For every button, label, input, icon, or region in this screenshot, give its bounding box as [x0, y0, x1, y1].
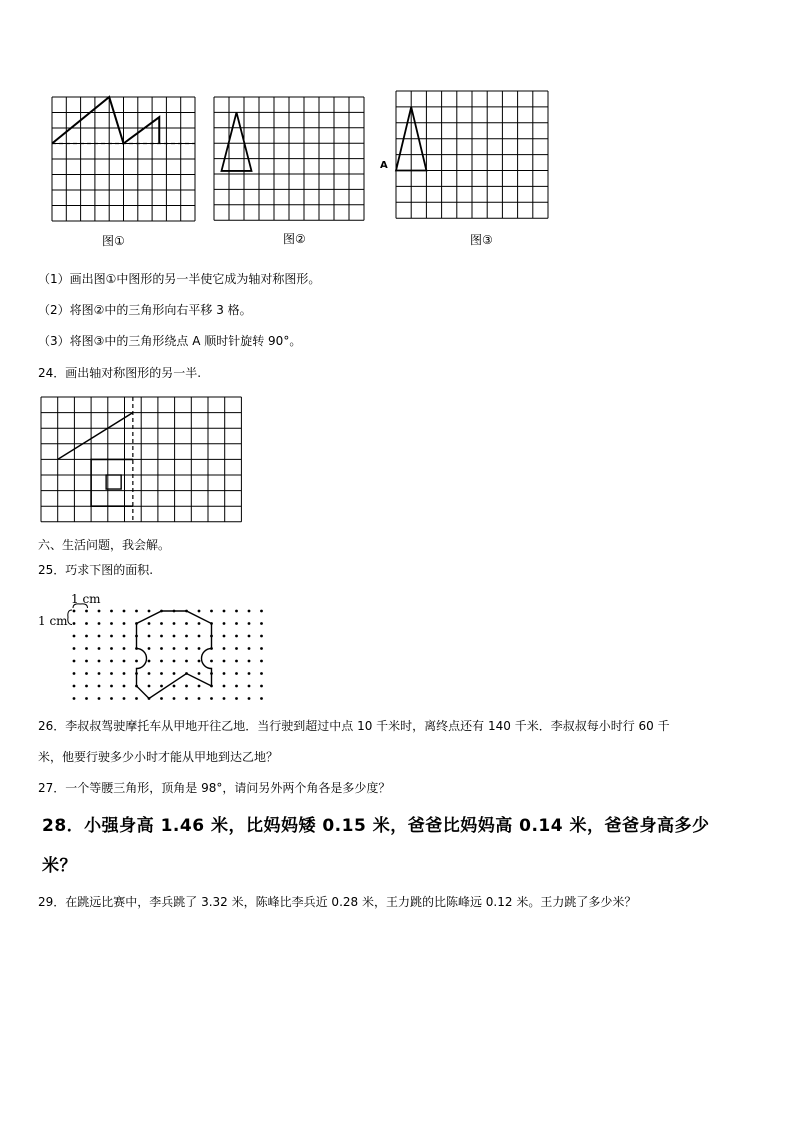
dot: [223, 635, 226, 638]
dot: [260, 672, 263, 675]
dot: [98, 622, 101, 625]
dot: [160, 697, 163, 700]
fig2-triangle: [222, 112, 252, 171]
figure-2-grid: [214, 97, 366, 221]
dot: [198, 685, 201, 688]
figure-2-caption: 图②: [283, 232, 306, 246]
dot: [98, 660, 101, 663]
dot: [110, 610, 113, 613]
dot: [173, 697, 176, 700]
dot: [260, 610, 263, 613]
figure-3-caption: 图③: [470, 233, 493, 247]
dot: [160, 647, 163, 650]
dot: [235, 672, 238, 675]
dot: [173, 647, 176, 650]
dot: [223, 610, 226, 613]
dot: [73, 660, 76, 663]
dot: [123, 697, 126, 700]
dot: [198, 660, 201, 663]
dot: [123, 647, 126, 650]
dot: [73, 672, 76, 675]
figure-1-grid: [52, 97, 197, 222]
dot: [223, 697, 226, 700]
dot: [148, 685, 151, 688]
unit-brace-left: [68, 610, 72, 625]
dot: [85, 697, 88, 700]
dot: [173, 660, 176, 663]
figure-1-caption: 图①: [102, 234, 125, 248]
dot: [235, 610, 238, 613]
dot: [210, 610, 213, 613]
dot: [148, 610, 151, 613]
dot: [98, 697, 101, 700]
dot: [248, 610, 251, 613]
dot: [135, 610, 138, 613]
dot: [260, 635, 263, 638]
dot: [110, 660, 113, 663]
dot: [123, 622, 126, 625]
q23-sub1: （1）画出图①中图形的另一半使它成为轴对称图形。: [38, 272, 321, 286]
dot: [85, 685, 88, 688]
dot: [98, 685, 101, 688]
dot: [160, 622, 163, 625]
dot: [260, 685, 263, 688]
dot: [248, 635, 251, 638]
dot: [173, 622, 176, 625]
dot: [198, 672, 201, 675]
dot: [123, 685, 126, 688]
dot: [85, 635, 88, 638]
dot: [210, 697, 213, 700]
dot: [73, 622, 76, 625]
q25-text: 25．巧求下图的面积.: [38, 563, 154, 577]
q28-line1: 28．小强身高 1.46 米，比妈妈矮 0.15 米，爸爸比妈妈高 0.14 米，爸爸身高多少: [42, 816, 710, 836]
dot: [173, 635, 176, 638]
dot: [173, 685, 176, 688]
dot: [223, 647, 226, 650]
dot: [73, 610, 76, 613]
dot: [185, 622, 188, 625]
dot: [173, 672, 176, 675]
dot: [98, 647, 101, 650]
dot: [185, 635, 188, 638]
q25-unit-top: 1 cm: [71, 592, 101, 606]
dot: [198, 635, 201, 638]
dot: [110, 635, 113, 638]
dot: [210, 660, 213, 663]
point-a-label: A: [380, 160, 388, 171]
dot: [223, 622, 226, 625]
dot: [160, 672, 163, 675]
dot: [248, 622, 251, 625]
fig1-half-shape: [52, 97, 159, 144]
dot: [110, 672, 113, 675]
q29-text: 29．在跳远比赛中，李兵跳了 3.32 米，陈峰比李兵近 0.28 米，王力跳的比陈峰远 0.12 米。王力跳了多少米？: [38, 895, 637, 909]
dot: [198, 697, 201, 700]
q25-unit-left: 1 cm: [38, 614, 68, 628]
dot: [110, 647, 113, 650]
dot: [223, 660, 226, 663]
q24-roof-line: [58, 413, 133, 460]
dot: [235, 647, 238, 650]
dot: [148, 635, 151, 638]
dot: [185, 647, 188, 650]
q24-text: 24．画出轴对称图形的另一半.: [38, 366, 202, 380]
dot: [223, 685, 226, 688]
dot: [73, 685, 76, 688]
dot: [260, 622, 263, 625]
dot: [160, 635, 163, 638]
dot: [73, 697, 76, 700]
section-6-title: 六、生活问题，我会解。: [38, 538, 171, 552]
dot: [148, 647, 151, 650]
dot: [110, 697, 113, 700]
dot: [85, 610, 88, 613]
dot: [198, 622, 201, 625]
dot: [98, 672, 101, 675]
dot: [123, 660, 126, 663]
dot: [148, 660, 151, 663]
dot: [260, 697, 263, 700]
q25-dot-grid: [66, 605, 276, 710]
dot: [160, 660, 163, 663]
dot: [85, 622, 88, 625]
dot: [135, 697, 138, 700]
q27-text: 27．一个等腰三角形，顶角是 98°，请问另外两个角各是多少度？: [38, 781, 391, 795]
dot: [248, 672, 251, 675]
dot: [135, 660, 138, 663]
q23-sub3: （3）将图③中的三角形绕点 A 顺时针旋转 90°。: [38, 334, 302, 348]
q24-grid: [41, 397, 243, 524]
q24-window: [106, 475, 121, 489]
dot: [198, 647, 201, 650]
dot: [260, 660, 263, 663]
dot: [123, 610, 126, 613]
dot: [248, 647, 251, 650]
dot: [110, 622, 113, 625]
dot: [185, 660, 188, 663]
dot: [110, 685, 113, 688]
q23-sub2: （2）将图②中的三角形向右平移 3 格。: [38, 303, 252, 317]
figure-3-grid: [396, 91, 551, 219]
dot: [123, 672, 126, 675]
dot: [260, 647, 263, 650]
dot: [148, 672, 151, 675]
unit-brace-top: [73, 604, 88, 608]
dot: [85, 672, 88, 675]
dot: [235, 622, 238, 625]
dot: [85, 647, 88, 650]
q24-house-body: [91, 459, 133, 506]
dot: [185, 685, 188, 688]
dot: [148, 622, 151, 625]
dot: [248, 697, 251, 700]
dot: [223, 672, 226, 675]
dot: [235, 697, 238, 700]
q26-line2: 米，他要行驶多少小时才能从甲地到达乙地？: [38, 750, 279, 764]
q28-line2: 米？: [42, 856, 77, 876]
dot: [73, 635, 76, 638]
dot: [235, 635, 238, 638]
dot: [235, 685, 238, 688]
dot: [235, 660, 238, 663]
dot: [98, 635, 101, 638]
dot: [248, 685, 251, 688]
dot: [123, 635, 126, 638]
dot: [160, 685, 163, 688]
dot: [73, 647, 76, 650]
dot: [98, 610, 101, 613]
q26-line1: 26．李叔叔驾驶摩托车从甲地开往乙地．当行驶到超过中点 10 千米时，离终点还有 140 千米．李叔叔每小时行 60 千: [38, 719, 670, 733]
dot: [248, 660, 251, 663]
dot: [185, 697, 188, 700]
dot: [198, 610, 201, 613]
dot: [85, 660, 88, 663]
